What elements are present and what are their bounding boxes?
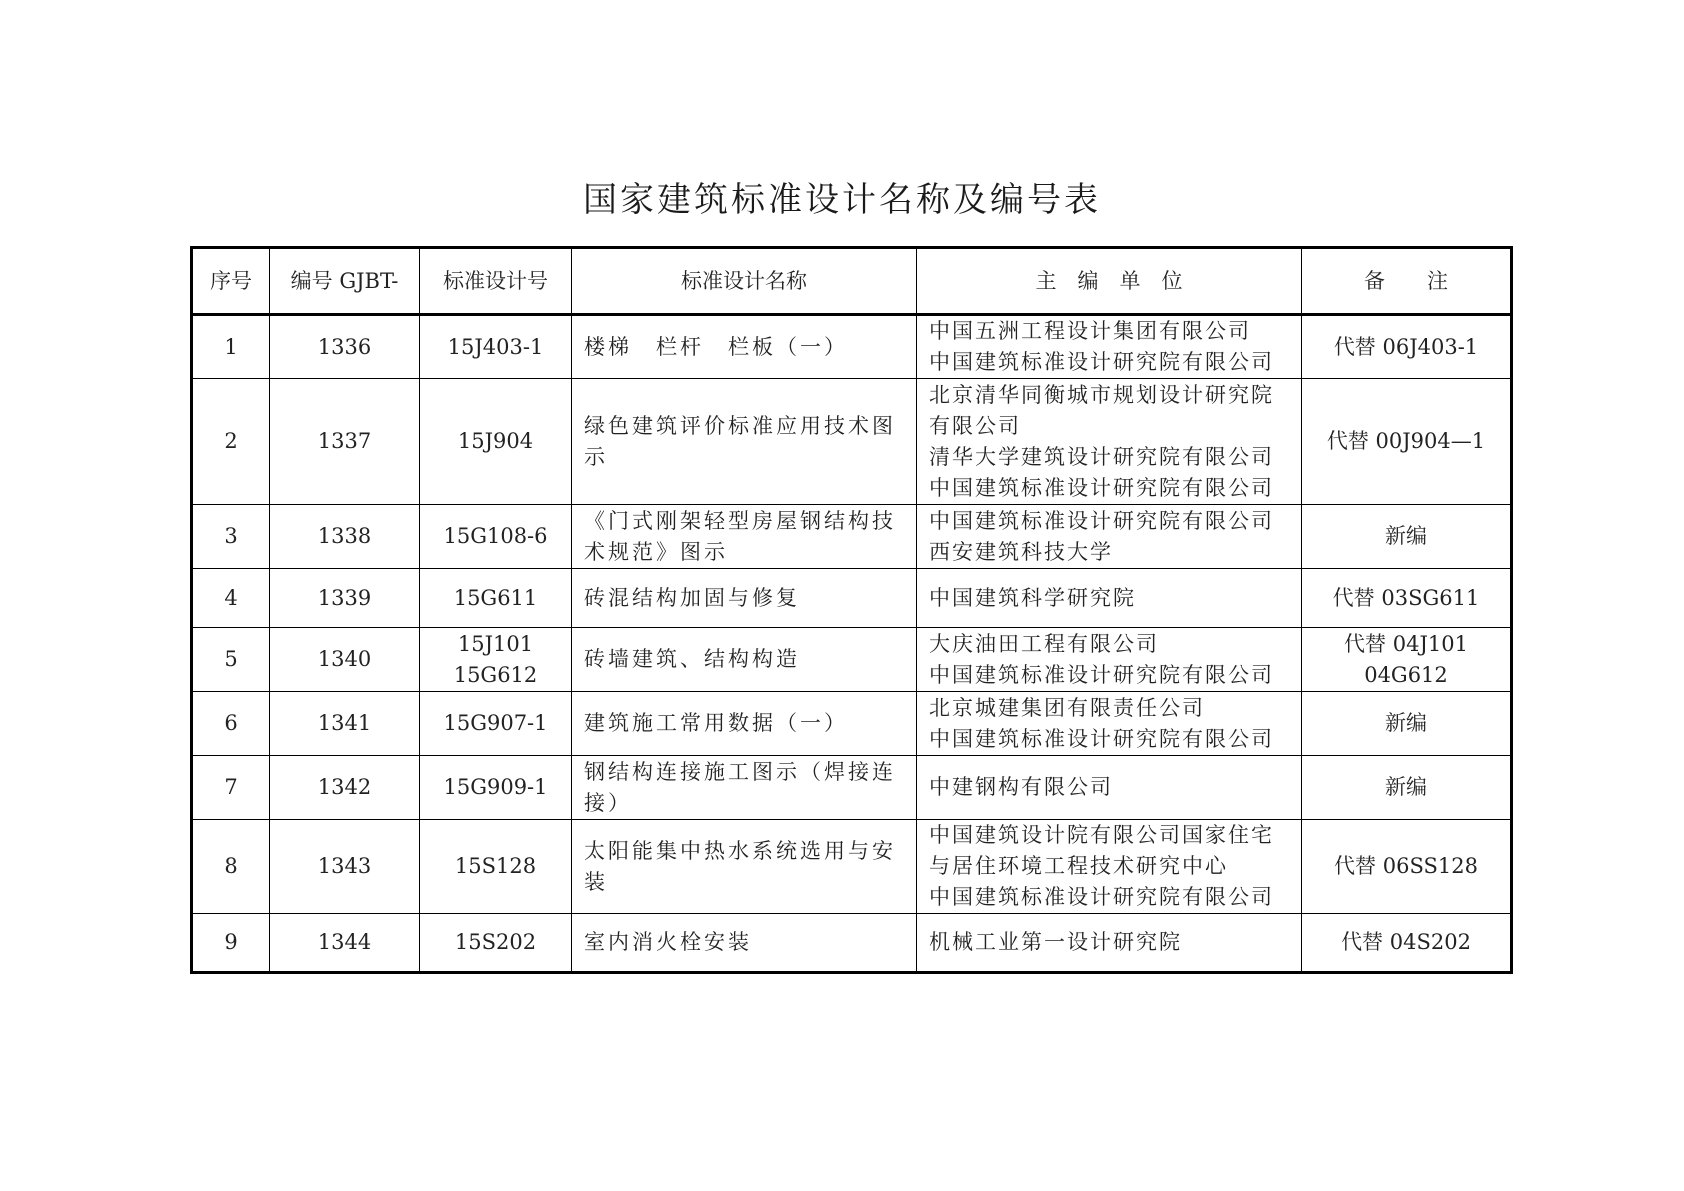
gjbt-cell: 1338 [270, 505, 420, 569]
notes-cell [1302, 756, 1512, 820]
code-cell [420, 914, 572, 973]
table-row [192, 315, 1512, 379]
header-name: 标准设计名称 [572, 248, 917, 315]
table-row [192, 692, 1512, 756]
cell-line: 代替 06J403-1 [1333, 334, 1479, 359]
cell-line: 15J403-1 [447, 334, 544, 359]
name-cell: 楼梯 栏杆 栏板（一） [572, 315, 917, 379]
unit-cell [917, 379, 1302, 505]
notes-cell [1302, 820, 1512, 914]
cell-line: 中国建筑标准设计研究院有限公司 [929, 350, 1274, 374]
gjbt-cell: 1342 [270, 756, 420, 820]
unit-cell [917, 820, 1302, 914]
cell-line: 代替 03SG611 [1332, 585, 1480, 610]
cell-line: 机械工业第一设计研究院 [929, 930, 1182, 954]
cell-line: 与居住环境工程技术研究中心 [929, 854, 1228, 878]
name-cell: 砖墙建筑、结构构造 [572, 628, 917, 692]
cell-line: 新编 [1385, 711, 1427, 735]
notes-cell [1302, 569, 1512, 628]
code-cell [420, 756, 572, 820]
cell-line: 北京城建集团有限责任公司 [929, 695, 1205, 720]
cell-line: 有限公司 [929, 413, 1021, 438]
gjbt-cell: 1339 [270, 569, 420, 628]
cell-line: 中建钢构有限公司 [929, 775, 1113, 799]
table-row [192, 569, 1512, 628]
seq-cell: 1 [192, 315, 270, 379]
cell-line: 清华大学建筑设计研究院有限公司 [929, 444, 1274, 469]
cell-line: 15J101 [457, 631, 534, 656]
header-unit: 主 编 单 位 [917, 248, 1302, 315]
cell-line: 15G108-6 [443, 524, 548, 548]
unit-cell [917, 315, 1302, 379]
unit-cell [917, 628, 1302, 692]
cell-line: 15G611 [453, 585, 538, 610]
gjbt-cell: 1340 [270, 628, 420, 692]
cell-line: 中国建筑标准设计研究院有限公司 [929, 508, 1274, 533]
cell-line: 大庆油田工程有限公司 [929, 631, 1159, 656]
notes-cell [1302, 692, 1512, 756]
table-row [192, 914, 1512, 973]
gjbt-cell: 1341 [270, 692, 420, 756]
table-row [192, 628, 1512, 692]
table-row [192, 756, 1512, 820]
seq-cell: 8 [192, 820, 270, 914]
cell-line: 中国五洲工程设计集团有限公司 [929, 319, 1251, 343]
header-code: 标准设计号 [420, 248, 572, 315]
cell-line: 代替 00J904—1 [1326, 429, 1486, 453]
table-body [192, 315, 1512, 973]
cell-line: 新编 [1385, 775, 1427, 799]
name-cell: 太阳能集中热水系统选用与安装 [572, 820, 917, 914]
table-row [192, 379, 1512, 505]
notes-cell [1302, 315, 1512, 379]
code-cell [420, 379, 572, 505]
header-notes: 备 注 [1302, 248, 1512, 315]
unit-cell [917, 569, 1302, 628]
cell-line: 代替 06SS128 [1334, 854, 1478, 878]
cell-line: 15J904 [457, 429, 534, 453]
notes-cell [1302, 379, 1512, 505]
code-cell [420, 505, 572, 569]
unit-cell [917, 756, 1302, 820]
code-cell [420, 820, 572, 914]
notes-cell [1302, 505, 1512, 569]
notes-cell [1302, 914, 1512, 973]
code-cell [420, 692, 572, 756]
unit-cell [917, 914, 1302, 973]
table-row [192, 820, 1512, 914]
notes-cell [1302, 628, 1512, 692]
name-cell: 砖混结构加固与修复 [572, 569, 917, 628]
seq-cell: 2 [192, 379, 270, 505]
cell-line: 15G909-1 [443, 775, 548, 799]
seq-cell: 4 [192, 569, 270, 628]
header-seq: 序号 [192, 248, 270, 315]
cell-line: 西安建筑科技大学 [929, 539, 1113, 564]
cell-line: 15G612 [453, 662, 538, 687]
gjbt-cell: 1336 [270, 315, 420, 379]
code-cell [420, 569, 572, 628]
name-cell: 建筑施工常用数据（一） [572, 692, 917, 756]
cell-line: 04G612 [1364, 662, 1448, 687]
table-row [192, 505, 1512, 569]
seq-cell: 3 [192, 505, 270, 569]
header-row [192, 248, 1512, 315]
seq-cell: 9 [192, 914, 270, 973]
gjbt-cell: 1344 [270, 914, 420, 973]
header-gjbt: 编号 GJBT- [270, 248, 420, 315]
cell-line: 代替 04J101 [1344, 631, 1468, 656]
code-cell [420, 315, 572, 379]
cell-line: 15G907-1 [443, 711, 548, 735]
cell-line: 15S202 [454, 930, 537, 954]
cell-line: 中国建筑设计院有限公司国家住宅 [929, 823, 1274, 847]
name-cell: 室内消火栓安装 [572, 914, 917, 973]
unit-cell [917, 692, 1302, 756]
gjbt-cell: 1343 [270, 820, 420, 914]
standards-table [190, 246, 1513, 974]
seq-cell: 6 [192, 692, 270, 756]
cell-line: 中国建筑标准设计研究院有限公司 [929, 662, 1274, 687]
gjbt-cell: 1337 [270, 379, 420, 505]
cell-line: 15S128 [454, 854, 537, 878]
cell-line: 中国建筑标准设计研究院有限公司 [929, 475, 1274, 500]
cell-line: 北京清华同衡城市规划设计研究院 [929, 382, 1274, 407]
name-cell: 《门式刚架轻型房屋钢结构技术规范》图示 [572, 505, 917, 569]
seq-cell: 5 [192, 628, 270, 692]
name-cell: 钢结构连接施工图示（焊接连接） [572, 756, 917, 820]
code-cell [420, 628, 572, 692]
page-title: 国家建筑标准设计名称及编号表 [583, 180, 1101, 220]
cell-line: 中国建筑标准设计研究院有限公司 [929, 726, 1274, 751]
seq-cell: 7 [192, 756, 270, 820]
unit-cell [917, 505, 1302, 569]
cell-line: 代替 04S202 [1341, 930, 1471, 954]
cell-line: 中国建筑科学研究院 [929, 585, 1136, 610]
name-cell: 绿色建筑评价标准应用技术图示 [572, 379, 917, 505]
cell-line: 新编 [1385, 524, 1427, 548]
cell-line: 中国建筑标准设计研究院有限公司 [929, 885, 1274, 909]
